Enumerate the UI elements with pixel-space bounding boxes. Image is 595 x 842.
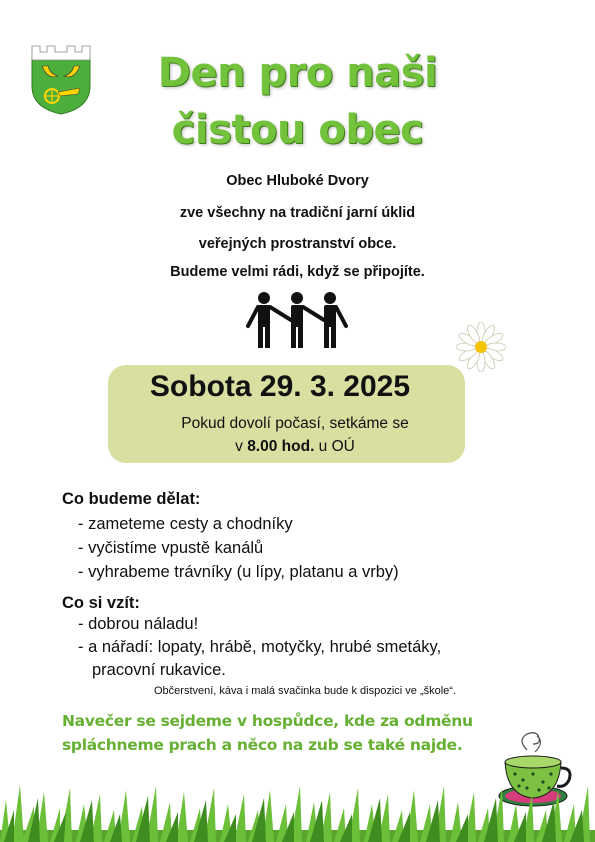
intro-line: veřejných prostranství obce. [198, 236, 397, 252]
closing-line: spláchneme prach a něco na zub se také najde. [62, 736, 463, 754]
event-place: u OÚ [314, 438, 355, 455]
daisy-icon [456, 322, 506, 372]
intro-line: Obec Hluboké Dvory [226, 173, 369, 189]
bring-item: pracovní rukavice. [92, 661, 226, 679]
closing-line: Navečer se sejdeme v hospůdce, kde za odměnu [62, 712, 473, 730]
intro-line: zve všechny na tradiční jarní úklid [179, 205, 416, 221]
people-holding-hands-icon [242, 290, 352, 350]
page-title-line2: čistou obec [171, 107, 424, 153]
event-weather-note: Pokud dovolí počasí, setkáme se [181, 415, 409, 432]
grass-border [0, 780, 595, 842]
task-item: - vyčistíme vpustě kanálů [78, 539, 264, 557]
bring-item: - a nářadí: lopaty, hrábě, motyčky, hrubé smetáky, [78, 638, 442, 656]
event-time-line [140, 438, 450, 456]
task-item: - vyhrabeme trávníky (u lípy, platanu a vrby) [78, 563, 399, 581]
coat-of-arms-icon [30, 44, 92, 116]
event-date: Sobota 29. 3. 2025 [149, 370, 411, 403]
bring-item: - dobrou náladu! [78, 615, 199, 633]
tasks-heading: Co budeme dělat: [62, 490, 201, 508]
refreshment-note: Občerstvení, káva i malá svačinka bude k dispozici ve „škole“. [153, 685, 457, 697]
event-time: 8.00 hod. [247, 438, 315, 455]
event-time-prefix: v [235, 438, 248, 455]
bring-heading: Co si vzít: [62, 594, 140, 612]
intro-line: Budeme velmi rádi, když se připojíte. [170, 264, 425, 280]
task-item: - zameteme cesty a chodníky [78, 515, 293, 533]
page-title-line1: Den pro naši [157, 50, 438, 96]
